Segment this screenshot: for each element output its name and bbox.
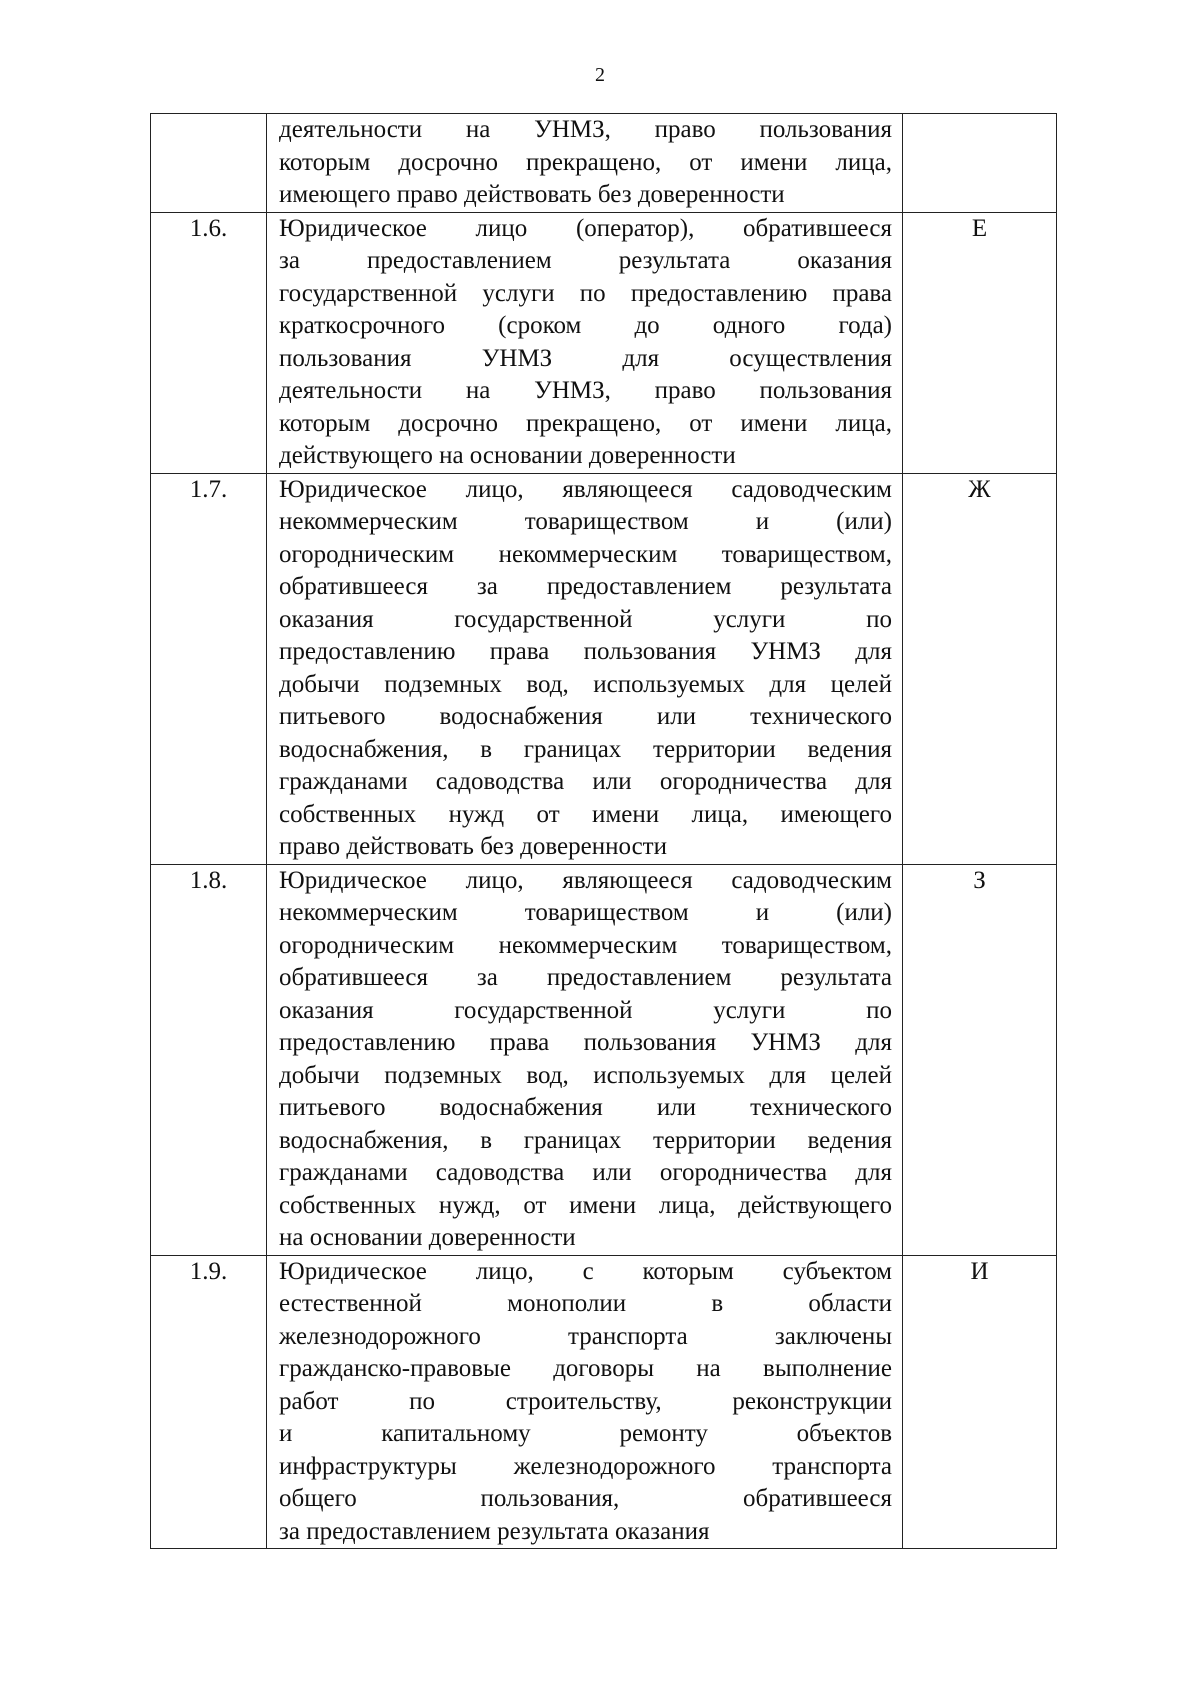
description-line: добычи подземных вод, используемых для целей <box>279 670 892 698</box>
description-line: пользования УНМЗ для осуществления <box>279 344 892 372</box>
table-row <box>151 473 1057 864</box>
description-line: общего пользования, обратившееся <box>279 1485 892 1512</box>
description-line: Юридическое лицо, являющееся садоводческим <box>279 866 892 894</box>
description-line: имеющего право действовать без доверенности <box>279 181 785 208</box>
description-line: железнодорожного транспорта заключены <box>279 1322 892 1350</box>
description-line: естественной монополии в области <box>279 1290 892 1317</box>
description-line: гражданско-правовые договоры на выполнение <box>279 1355 892 1382</box>
description-line: огородническим некоммерческим товариществом, <box>279 540 892 568</box>
document-table <box>150 113 1057 1549</box>
description-line: обратившееся за предоставлением результата <box>279 573 892 600</box>
page-number: 2 <box>595 64 605 86</box>
description-line: некоммерческим товариществом и (или) <box>279 899 892 926</box>
description-line: которым досрочно прекращено, от имени лица, <box>279 148 892 176</box>
row-number: 1.8. <box>151 864 267 1255</box>
description-line: и капитальному ремонту объектов <box>279 1420 892 1447</box>
table-row <box>151 1255 1057 1549</box>
row-code: Е <box>903 212 1057 473</box>
row-code: И <box>903 1255 1057 1549</box>
row-number <box>151 114 267 213</box>
table-row <box>151 212 1057 473</box>
row-description <box>267 114 903 213</box>
row-number: 1.7. <box>151 473 267 864</box>
table-row <box>151 114 1057 213</box>
description-line: за предоставлением результата оказания <box>279 1517 710 1545</box>
description-line: государственной услуги по предоставлению права <box>279 279 892 307</box>
description-line: питьевого водоснабжения или технического <box>279 703 892 730</box>
description-line: деятельности на УНМЗ, право пользования <box>279 116 892 143</box>
row-code <box>903 114 1057 213</box>
description-line: добычи подземных вод, используемых для целей <box>279 1061 892 1089</box>
description-line: работ по строительству, реконструкции <box>279 1387 892 1415</box>
row-number: 1.6. <box>151 212 267 473</box>
description-line: собственных нужд, от имени лица, действующего <box>279 1191 892 1219</box>
description-line: инфраструктуры железнодорожного транспорта <box>279 1452 892 1480</box>
row-description <box>267 473 903 864</box>
description-line: предоставлению права пользования УНМЗ для <box>279 1029 892 1056</box>
description-line: Юридическое лицо, являющееся садоводческим <box>279 475 892 503</box>
row-code: З <box>903 864 1057 1255</box>
description-line: некоммерческим товариществом и (или) <box>279 508 892 535</box>
description-line: гражданами садоводства или огородничества для <box>279 768 892 795</box>
description-line: на основании доверенности <box>279 1224 576 1251</box>
row-code: Ж <box>903 473 1057 864</box>
description-line: Юридическое лицо (оператор), обратившееся <box>279 214 892 242</box>
description-line: огородническим некоммерческим товариществом, <box>279 931 892 959</box>
description-line: собственных нужд от имени лица, имеющего <box>279 800 892 828</box>
description-line: оказания государственной услуги по <box>279 605 892 633</box>
description-line: краткосрочного (сроком до одного года) <box>279 312 892 339</box>
description-line: право действовать без доверенности <box>279 833 667 860</box>
description-line: обратившееся за предоставлением результата <box>279 964 892 991</box>
description-line: водоснабжения, в границах территории ведения <box>279 1126 892 1154</box>
row-description <box>267 864 903 1255</box>
table-row <box>151 864 1057 1255</box>
description-line: за предоставлением результата оказания <box>279 247 892 274</box>
row-number: 1.9. <box>151 1255 267 1549</box>
description-line: гражданами садоводства или огородничества для <box>279 1159 892 1186</box>
description-line: действующего на основании доверенности <box>279 442 736 469</box>
description-line: водоснабжения, в границах территории ведения <box>279 735 892 763</box>
description-line: питьевого водоснабжения или технического <box>279 1094 892 1121</box>
description-line: Юридическое лицо, с которым субъектом <box>279 1257 892 1285</box>
description-line: которым досрочно прекращено, от имени лица, <box>279 409 892 437</box>
description-line: предоставлению права пользования УНМЗ для <box>279 638 892 665</box>
description-line: деятельности на УНМЗ, право пользования <box>279 377 892 404</box>
row-description <box>267 1255 903 1549</box>
description-line: оказания государственной услуги по <box>279 996 892 1024</box>
row-description <box>267 212 903 473</box>
